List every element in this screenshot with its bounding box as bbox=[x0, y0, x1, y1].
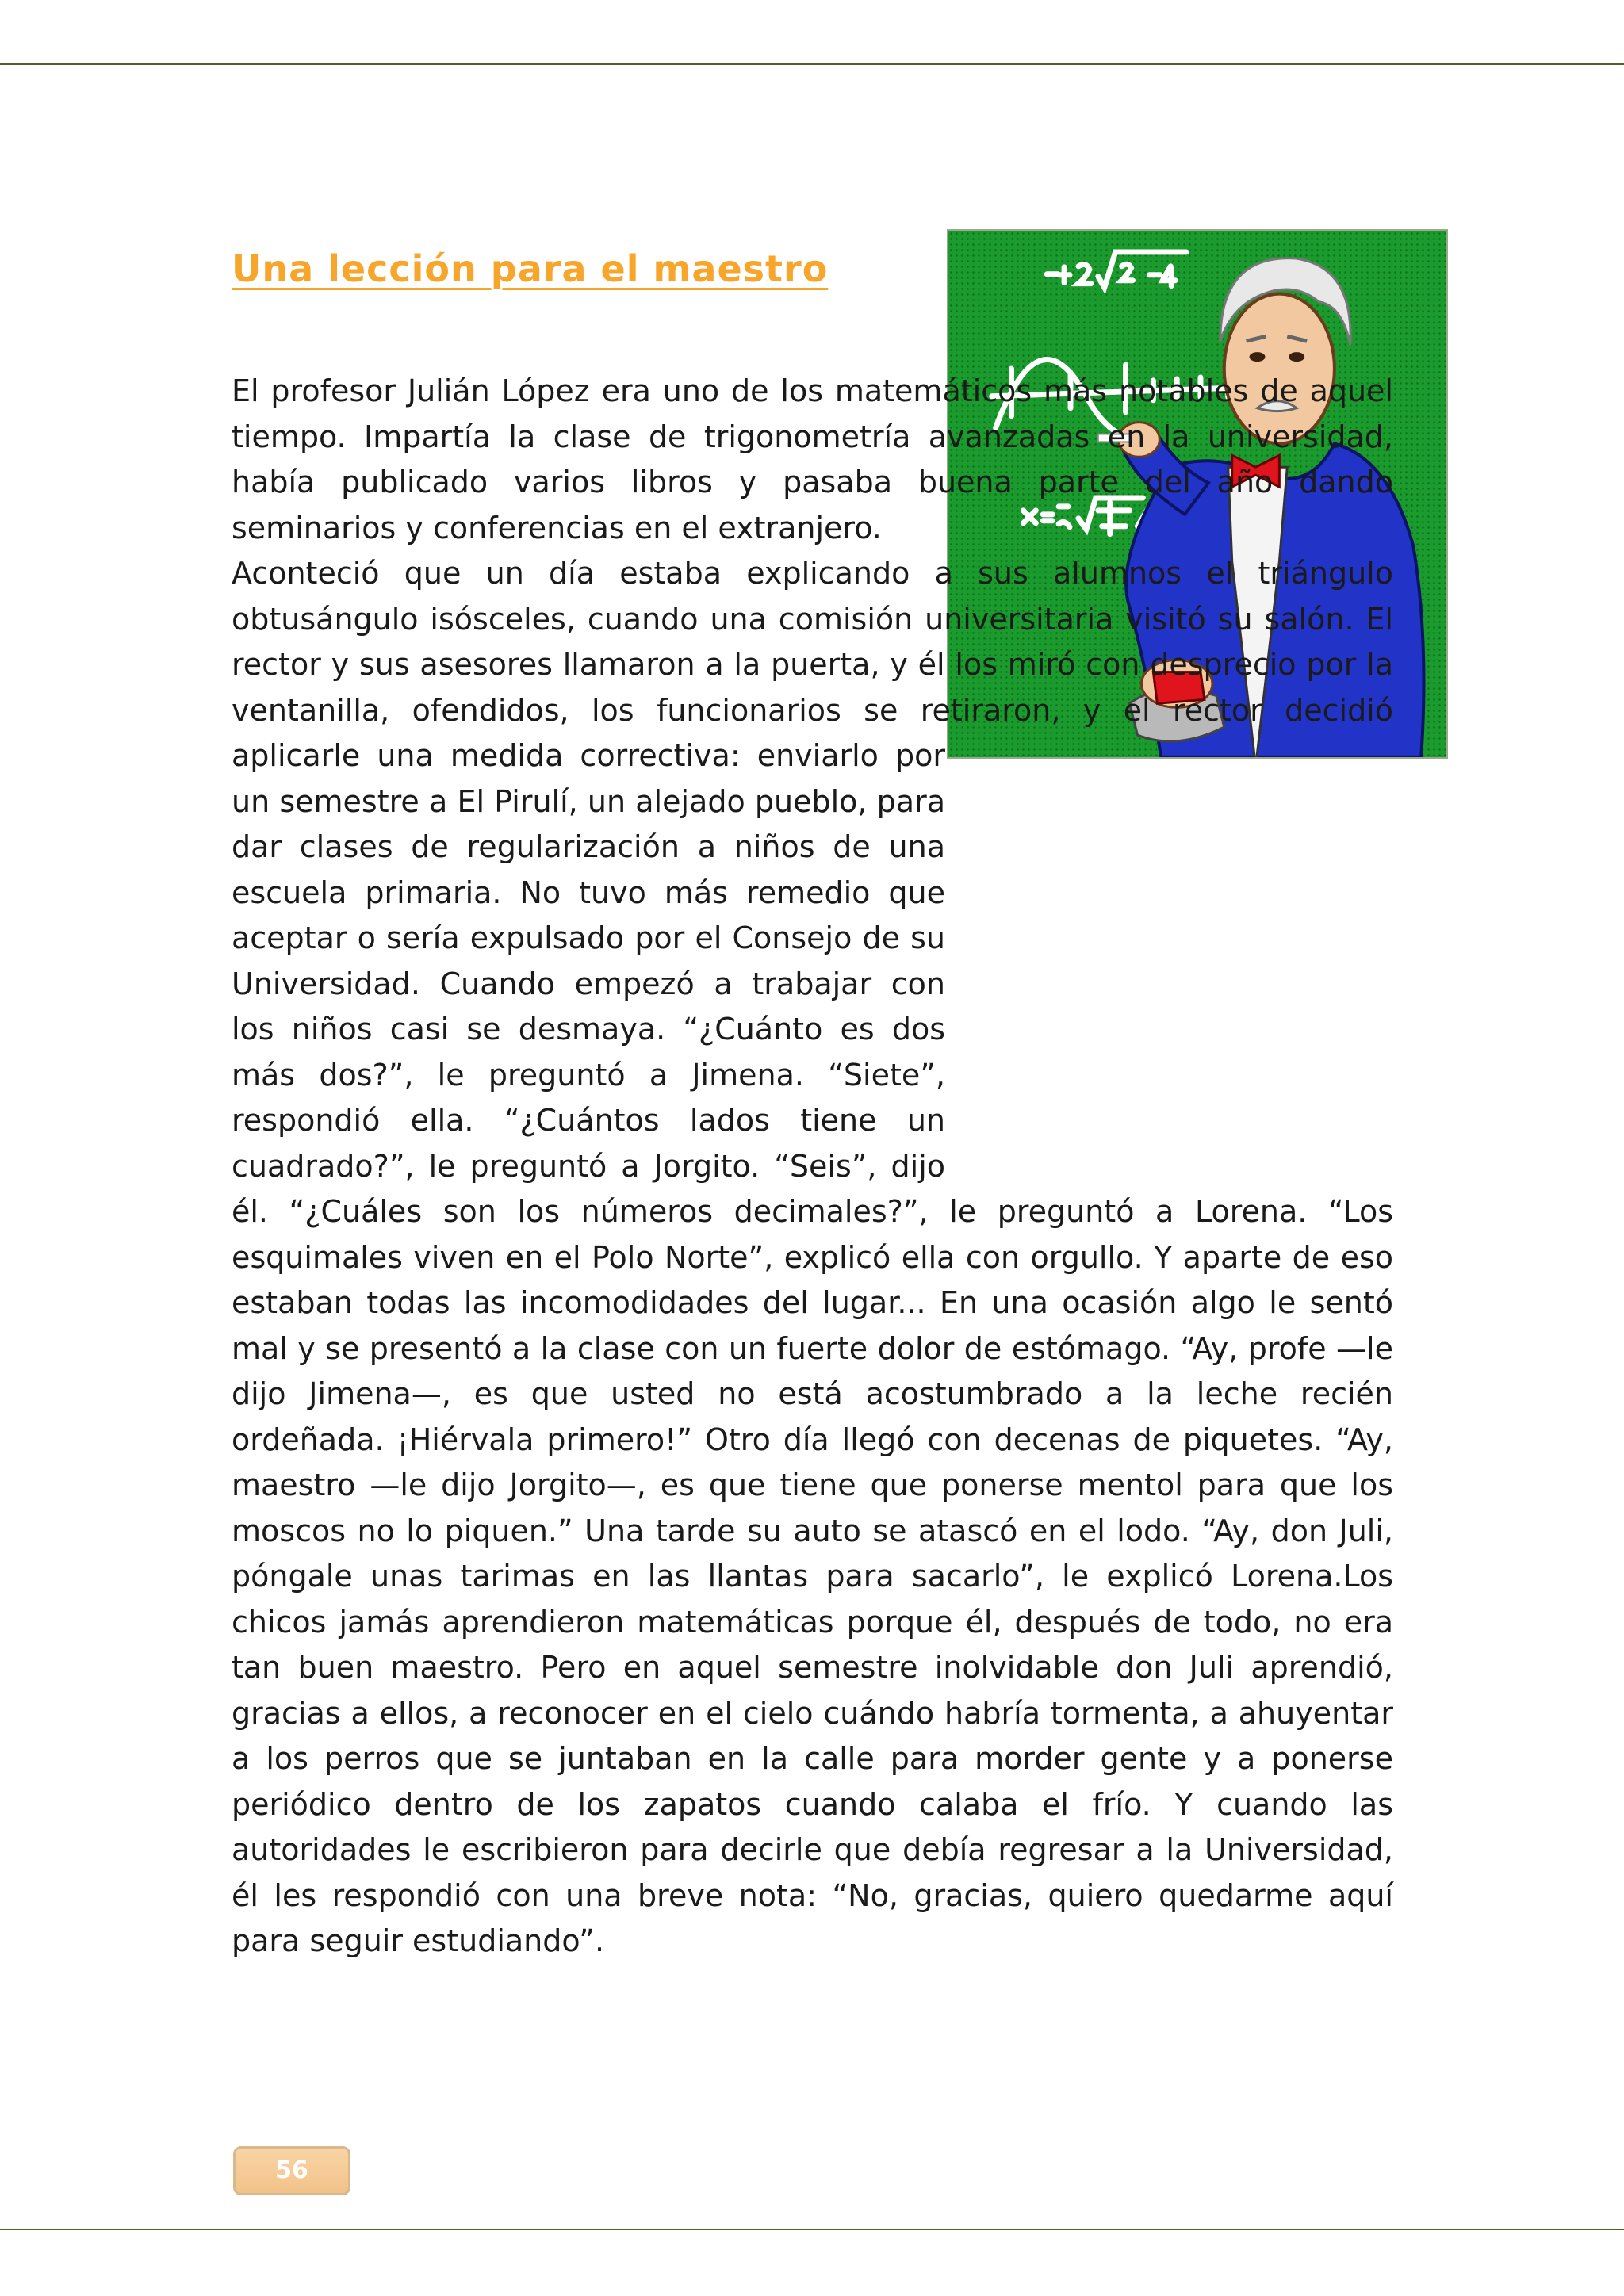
page-number-badge: 56 bbox=[233, 2146, 350, 2195]
paragraph-2: Aconteció que un día estaba explicando a sus alumnos el triángulo obtusángulo isósceles, cuando una comisión universitaria visitó su salón. El rector y sus asesores llamaron a la puerta, y él los miró con desprecio por la ventanilla, ofendidos, los funcionarios se retiraron, y el rector decidió aplicarle una medida correctiva: enviarlo por un semestre a El Pirulí, un alejado pueblo, para dar clases de regularización a niños de una escuela primaria. No tuvo más remedio que aceptar o sería expulsado por el Consejo de su Universidad. Cuando empezó a trabajar con los niños casi se desmaya. “¿Cuánto es dos más dos?”, le preguntó a Jimena. “Siete”, respondió ella. “¿Cuántos lados tiene un cuadrado?”, le preguntó a Jorgito. “Seis”, dijo él. “¿Cuáles son los números decimales?”, le preguntó a Lorena. “Los esquimales viven en el Polo Norte”, explicó ella con orgullo. Y aparte de eso estaban todas las incomodidades del lugar... En una ocasión algo le sentó mal y se presentó a la clase con un fuerte dolor de estómago. “Ay, profe —le dijo Jimena—, es que usted no está acostumbrado a la leche recién ordeñada. ¡Hiérvala primero!” Otro día llegó con decenas de piquetes. “Ay, maestro —le dijo Jorgito—, es que tiene que ponerse mentol para que los moscos no lo piquen.” Una tarde su auto se atascó en el lodo. “Ay, don Juli, póngale unas tarimas en las llantas para sacarlo”, le explicó Lorena.Los chicos jamás aprendieron matemáticas porque él, después de todo, no era tan buen maestro. Pero en aquel semestre inolvidable don Juli aprendió, gracias a ellos, a reconocer en el cielo cuándo habría tormenta, a ahuyentar a los perros que se juntaban en la calle para morder gente y a ponerse periódico dentro de los zapatos cuando calaba el frío. Y cuando las autoridades le escribieron para decirle que debía regresar a la Universidad, él les respondió con una breve nota: “No, gracias, quiero quedarme aquí para seguir estudiando”. bbox=[232, 556, 1393, 1958]
article-body bbox=[232, 369, 1393, 1965]
illustration-text-wrap bbox=[945, 760, 1393, 1165]
chalk-formula-top bbox=[1047, 252, 1186, 288]
bottom-rule bbox=[0, 2229, 1624, 2230]
right-eye bbox=[1289, 352, 1304, 362]
top-rule bbox=[0, 63, 1624, 65]
article-title: Una lección para el maestro bbox=[232, 247, 829, 290]
paragraph-1: El profesor Julián López era uno de los matemáticos más notables de aquel tiempo. Impartía la clase de trigonometría avanzadas en la universidad, había publicado varios libros y pasaba buena parte del año dando seminarios y conferencias en el extranjero. bbox=[232, 373, 1393, 545]
left-eye bbox=[1250, 352, 1266, 362]
